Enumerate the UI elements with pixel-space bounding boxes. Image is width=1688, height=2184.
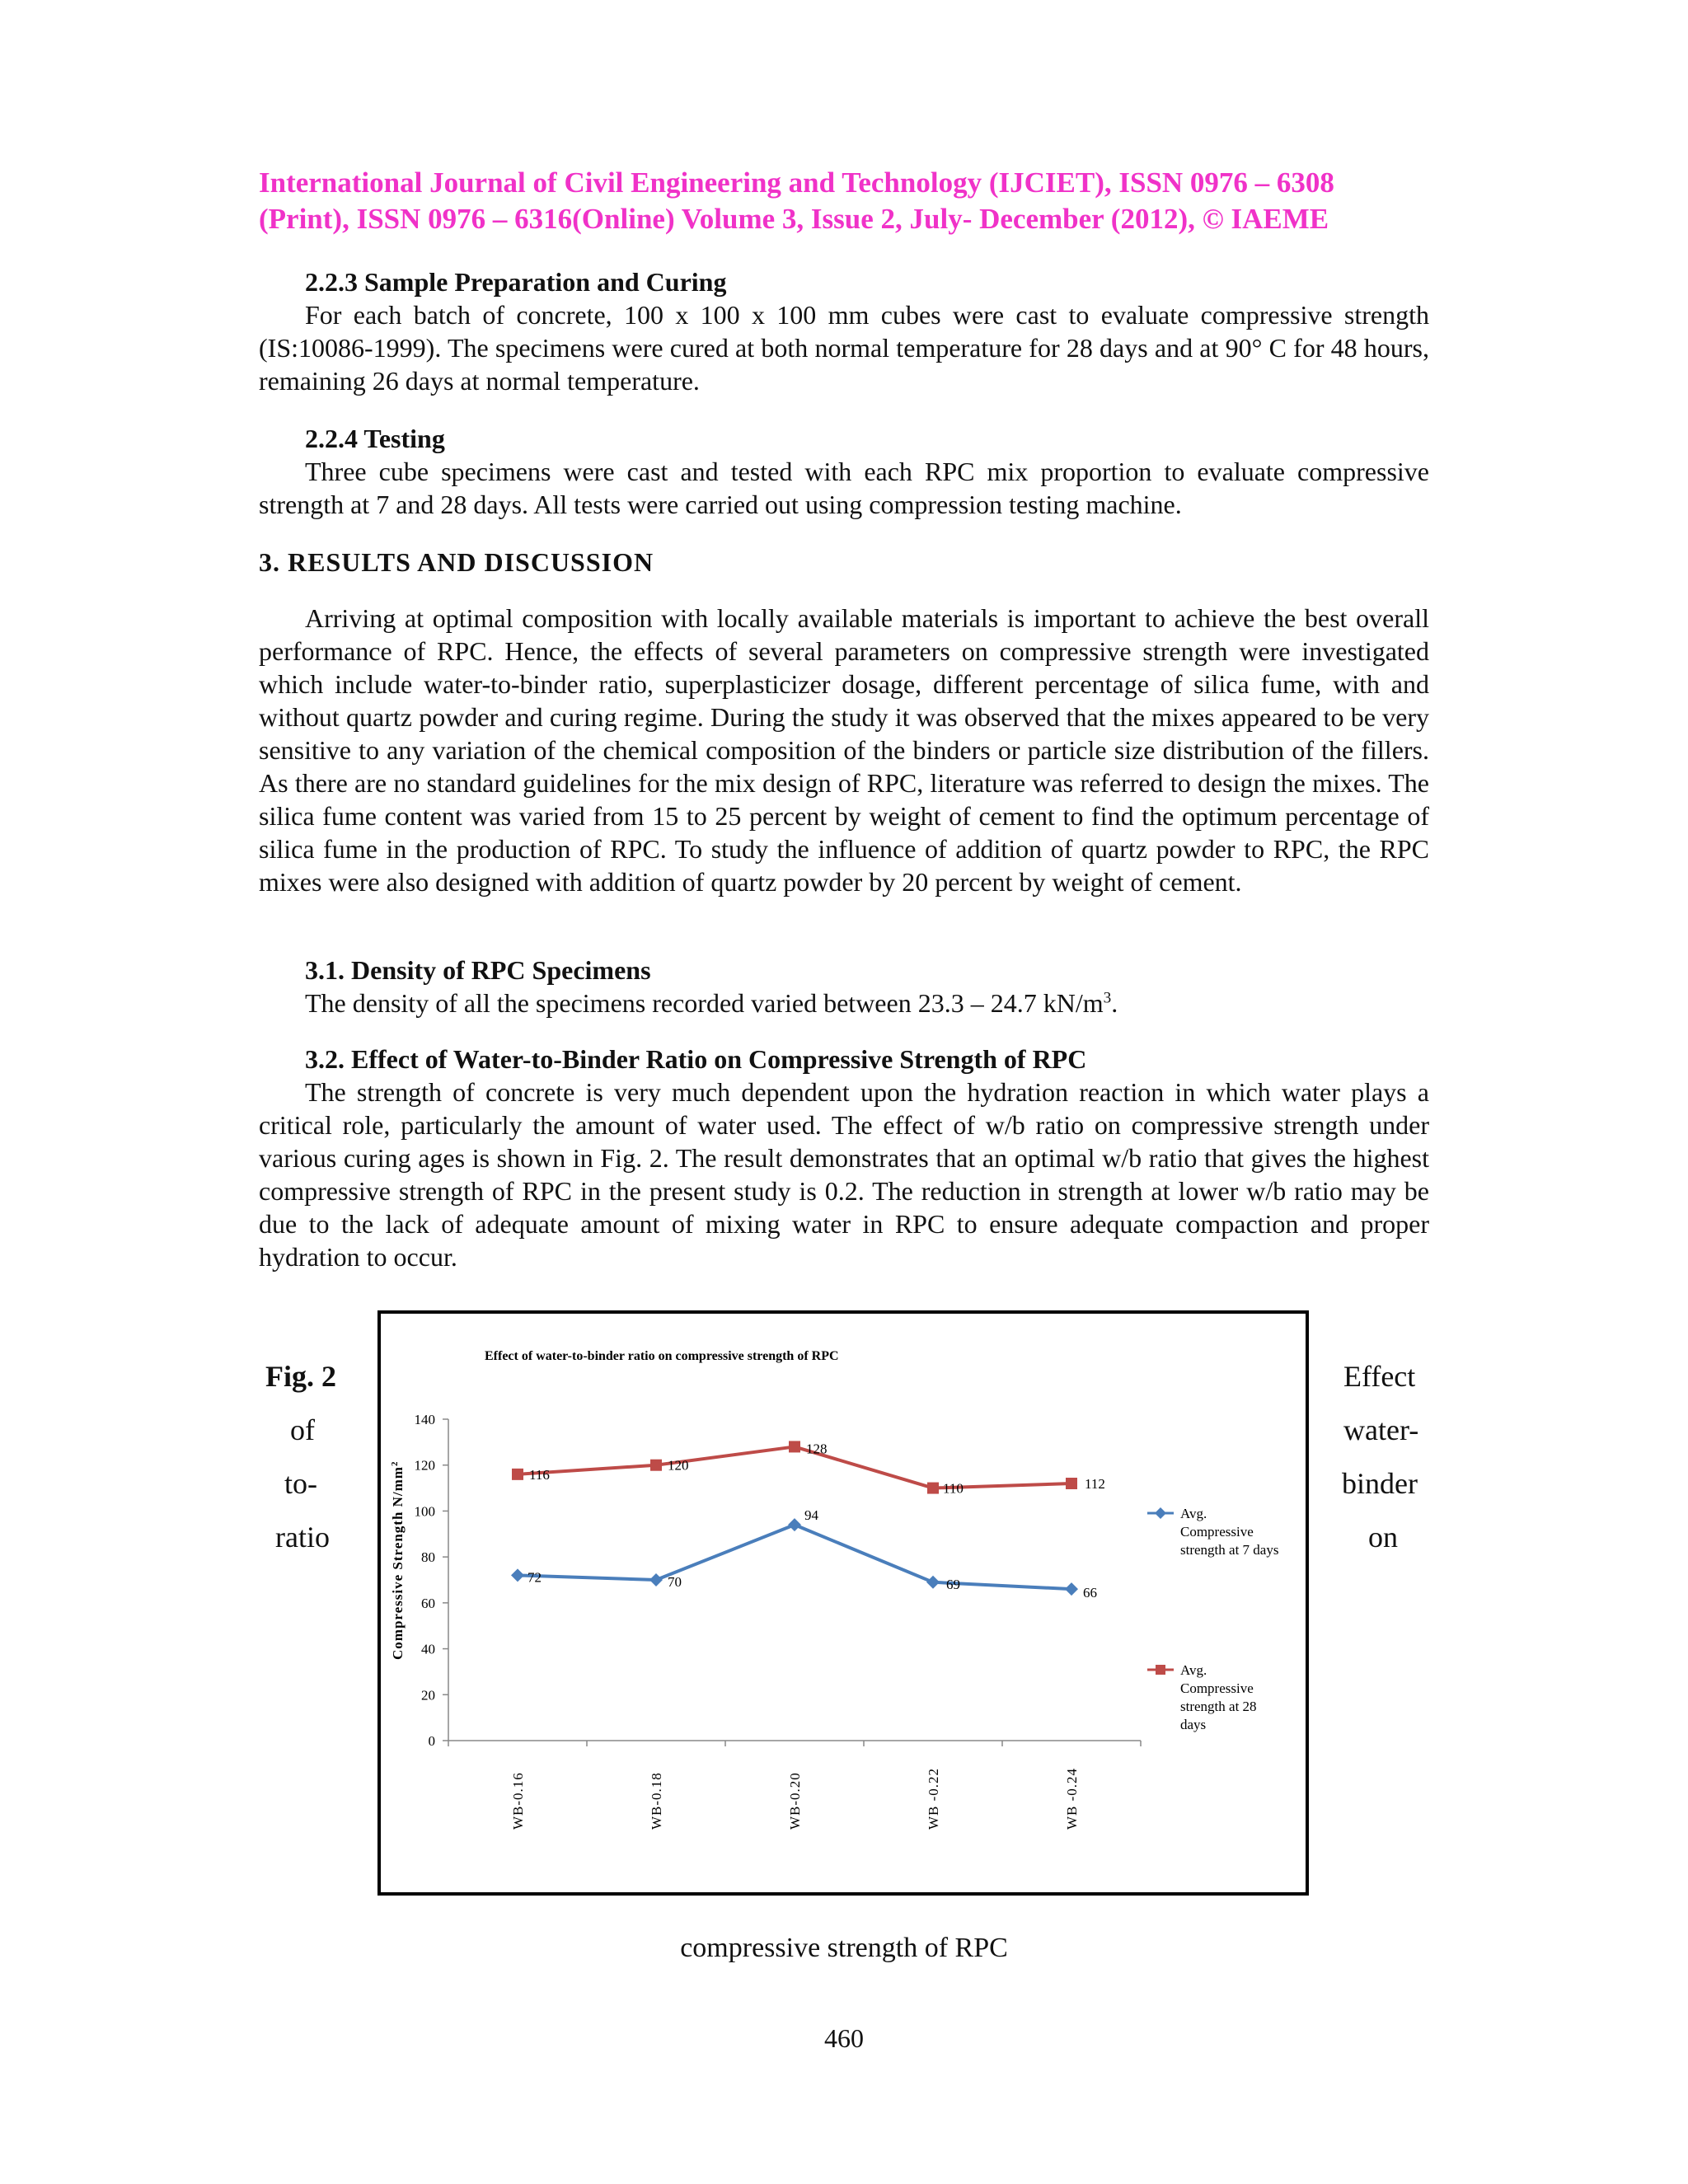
data-label: 116 <box>529 1466 550 1483</box>
legend-label: strength at 7 days <box>1180 1542 1279 1558</box>
data-label: 112 <box>1085 1476 1105 1492</box>
chart-title: Effect of water-to-binder ratio on compressive strength of RPC <box>485 1349 839 1363</box>
x-tick-label: WB -0.22 <box>926 1767 941 1830</box>
legend-label: Compressive <box>1180 1680 1254 1696</box>
section-paragraph: Arriving at optimal composition with locally available materials is important to achieve the best overall performance of RPC. Hence, the effects of several parameters on compressive strength were investigated which include water-to-binder ratio, superplasticizer dosage, different percentage of silica fume, with and without quartz powder and curing regime. During the study it was observed that the mixes appeared to be very sensitive to any variation of the chemical composition of the binders or particle size distribution of the fillers. As there are no standard guidelines for the mix design of RPC, literature was referred to design the mixes. The silica fume content was varied from 15 to 25 percent by weight of cement to find the optimum percentage of silica fume in the production of RPC. To study the influence of addition of quartz powder to RPC, the RPC mixes were also designed with addition of quartz powder by 20 percent by weight of cement. <box>259 603 1429 897</box>
data-point <box>512 1469 523 1480</box>
section-heading: 3.2. Effect of Water-to-Binder Ratio on Compressive Strength of RPC <box>305 1044 1087 1074</box>
figure-2-chart <box>377 1310 1309 1896</box>
caption-left-word: of <box>290 1413 315 1446</box>
caption-right-word: Effect <box>1343 1360 1416 1393</box>
chart-canvas <box>381 1314 1306 1892</box>
y-tick-label: 20 <box>421 1687 435 1704</box>
figure-caption-continuation: compressive strength of RPC <box>680 1933 1008 1963</box>
section-3-1 <box>259 954 1429 1019</box>
x-tick-label: WB-0.16 <box>510 1772 526 1830</box>
y-tick-label: 120 <box>414 1457 435 1474</box>
section-paragraph: Three cube specimens were cast and tested with each RPC mix proportion to evaluate compressive strength at 7 and 28 days. All tests were carried out using compression testing machine. <box>259 457 1429 519</box>
data-label: 70 <box>668 1574 682 1590</box>
y-tick-label: 40 <box>421 1641 435 1657</box>
caption-left-word: to- <box>284 1467 317 1500</box>
series-line <box>518 1525 1071 1589</box>
x-tick-label: WB -0.24 <box>1064 1767 1080 1830</box>
data-point <box>926 1576 940 1589</box>
data-label: 66 <box>1083 1585 1097 1601</box>
caption-left-word: ratio <box>275 1521 330 1554</box>
x-tick-label: WB-0.18 <box>649 1772 664 1830</box>
y-tick-label: 140 <box>414 1412 435 1427</box>
figure-label: Fig. 2 <box>265 1360 336 1393</box>
section-paragraph <box>259 987 1429 1019</box>
caption-right-word: water- <box>1343 1413 1419 1446</box>
section-3 <box>259 546 1429 898</box>
data-point <box>649 1573 663 1586</box>
chart-y-axis-label-superscript: 2 <box>390 1460 400 1467</box>
data-point <box>788 1518 801 1531</box>
journal-header <box>259 165 1429 237</box>
data-point <box>1065 1582 1078 1596</box>
data-point <box>927 1483 939 1494</box>
data-label: 94 <box>804 1507 818 1524</box>
page-number: 460 <box>824 2023 864 2053</box>
data-point <box>650 1460 662 1471</box>
journal-header-line-2: (Print), ISSN 0976 – 6316(Online) Volume 3, Issue 2, July- December (2012), © IAEME <box>259 203 1329 235</box>
section-heading: 3. RESULTS AND DISCUSSION <box>259 547 654 577</box>
density-superscript: 3 <box>1103 989 1112 1007</box>
section-paragraph: The strength of concrete is very much dependent upon the hydration reaction in which water plays a critical role, particularly the amount of water used. The effect of w/b ratio on compressive strength under various curing ages is shown in Fig. 2. The result demonstrates that an optimal w/b ratio that gives the highest compressive strength of RPC in the present study is 0.2. The reduction in strength at lower w/b ratio may be due to the lack of adequate amount of mixing water in RPC to ensure adequate compaction and proper hydration to occur. <box>259 1077 1429 1272</box>
chart-y-axis-label-text: Compressive Strength N/mm <box>390 1466 406 1660</box>
legend-label: Avg. <box>1180 1506 1207 1521</box>
data-label: 128 <box>806 1441 828 1457</box>
section-3-2 <box>259 1043 1429 1273</box>
journal-header-line-1: International Journal of Civil Engineering and Technology (IJCIET), ISSN 0976 – 6308 <box>259 166 1334 199</box>
chart-marks <box>511 1441 1105 1601</box>
data-label: 120 <box>668 1457 689 1474</box>
y-tick-label: 60 <box>421 1595 435 1611</box>
density-text: The density of all the specimens recorded varied between 23.3 – 24.7 kN/m <box>305 988 1104 1018</box>
legend-label: days <box>1180 1717 1207 1732</box>
legend-label: Compressive <box>1180 1524 1254 1540</box>
chart-legend <box>1147 1506 1278 1732</box>
section-heading: 2.2.4 Testing <box>305 424 445 453</box>
x-tick-label: WB-0.20 <box>787 1772 803 1830</box>
section-heading: 2.2.3 Sample Preparation and Curing <box>305 267 727 297</box>
section-2-2-4 <box>259 422 1429 521</box>
data-label: 72 <box>528 1569 542 1586</box>
series-line <box>518 1446 1071 1488</box>
y-tick-label: 100 <box>414 1503 435 1520</box>
density-text-end: . <box>1111 988 1118 1018</box>
chart-y-axis-label <box>390 1461 406 1660</box>
legend-label: strength at 28 <box>1180 1699 1257 1714</box>
y-tick-label: 0 <box>428 1733 435 1749</box>
section-2-2-3 <box>259 265 1429 397</box>
data-label: 69 <box>946 1576 960 1592</box>
data-point <box>789 1441 800 1452</box>
y-tick-label: 80 <box>421 1549 435 1566</box>
caption-right-word: binder <box>1342 1467 1418 1500</box>
caption-right-word: on <box>1368 1521 1398 1554</box>
section-paragraph: For each batch of concrete, 100 x 100 x 100 mm cubes were cast to evaluate compressive strength (IS:10086-1999). The specimens were cured at both normal temperature for 28 days and at 90° C for 48 hours, remaining 26 days at normal temperature. <box>259 300 1429 396</box>
data-point <box>511 1568 524 1582</box>
section-heading: 3.1. Density of RPC Specimens <box>305 955 651 985</box>
legend-label: Avg. <box>1180 1662 1207 1678</box>
data-point <box>1066 1478 1077 1489</box>
legend-marker <box>1156 1665 1165 1675</box>
legend-marker <box>1155 1507 1166 1519</box>
data-label: 110 <box>943 1480 964 1497</box>
